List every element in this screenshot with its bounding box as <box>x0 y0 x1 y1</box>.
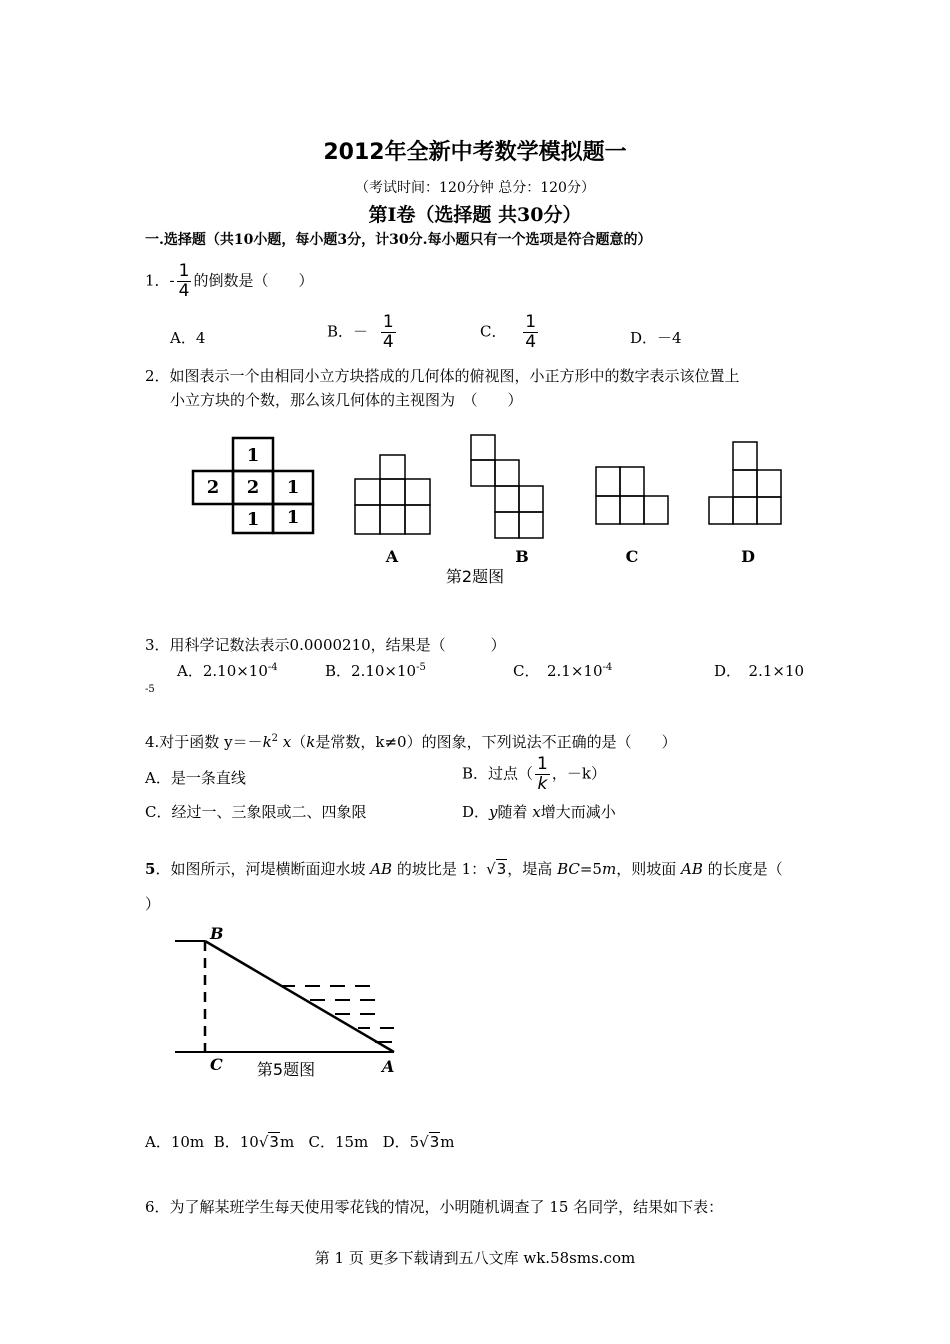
question-text: 的长度是（ <box>702 860 783 878</box>
option-letter: A <box>385 547 399 566</box>
question-text: 的倒数是（ ） <box>193 271 314 290</box>
option-a-view <box>355 455 430 534</box>
question-text: ．如图所示，河堤横断面迎水坡 <box>155 860 371 878</box>
fraction <box>535 755 550 794</box>
radicand: 3 <box>429 1133 440 1151</box>
segment-bc: BC <box>557 860 580 878</box>
option-d: D．5 <box>382 1133 420 1151</box>
variable-y: y <box>489 803 498 821</box>
section-title: 第Ⅰ卷（选择题 共30分） <box>368 204 582 226</box>
radicand: 3 <box>496 860 507 878</box>
option-label: B．－ <box>327 322 369 341</box>
option-text: B．2.10×10 <box>325 662 417 680</box>
minus-sign: - <box>169 271 175 290</box>
exponent: -4 <box>602 662 613 673</box>
question-number: 5 <box>145 860 156 878</box>
option-d-view <box>709 442 781 524</box>
option-b-view <box>471 435 543 538</box>
point-c-label: C <box>210 1055 223 1074</box>
option-text: 随着 <box>497 803 533 821</box>
option-text: C． 2.1×10 <box>513 662 603 680</box>
page-title: 2012年全新中考数学模拟题一 <box>323 140 627 165</box>
option-letter: C <box>625 547 639 566</box>
fraction-numerator: 1 <box>525 312 537 332</box>
option-a: A．4 <box>170 329 206 347</box>
variable-k: k <box>262 733 272 751</box>
option-d: D． 2.1×10 <box>714 662 805 680</box>
fraction <box>523 313 538 352</box>
unit: m <box>440 1133 455 1151</box>
question-5-stem <box>145 858 783 879</box>
point-a-label: A <box>382 1057 395 1076</box>
figure-caption: 第2题图 <box>445 567 505 586</box>
square-root: √3 <box>258 1133 279 1151</box>
option-b <box>325 660 426 681</box>
grid-number: 2 <box>206 477 220 498</box>
segment-ab: AB <box>370 860 393 878</box>
exponent: -5 <box>416 662 426 673</box>
radicand: 3 <box>269 1133 279 1151</box>
option-label: C． <box>480 322 507 341</box>
fraction-numerator: 1 <box>382 312 394 332</box>
option-d-exponent: -5 <box>145 684 155 695</box>
option-text: 增大而减小 <box>540 803 616 821</box>
question-5-figure <box>170 922 410 1082</box>
water-lines <box>282 986 394 1042</box>
option-c: C．15m <box>308 1133 369 1151</box>
unit: m <box>279 1133 295 1151</box>
square-root: √3 <box>419 1133 440 1151</box>
fraction-denominator: 4 <box>525 332 537 352</box>
variable-x: x <box>278 733 292 751</box>
question-text: ，则坡面 <box>616 860 681 878</box>
fraction-numerator: 1 <box>537 754 548 774</box>
grid-number: 2 <box>246 477 260 498</box>
question-2-line-2: 小立方块的个数，那么该几何体的主视图为 （ ） <box>170 391 523 409</box>
page-footer: 第 1 页 更多下载请到五八文库 wk.58sms.com <box>314 1249 636 1267</box>
figure-caption: 第5题图 <box>256 1060 316 1079</box>
exponent: -4 <box>267 662 278 673</box>
fraction-denominator: k <box>537 774 548 794</box>
question-2-line-1: 2．如图表示一个由相同小立方块搭成的几何体的俯视图，小正方形中的数字表示该位置上 <box>145 367 740 385</box>
question-text: 的坡比是 1： <box>392 860 487 878</box>
section-header: 一.选择题（共10小题，每小题3分，计30分.每小题只有一个选项是符合题意的） <box>145 232 652 248</box>
option-a <box>177 660 278 681</box>
fraction-denominator: 4 <box>178 281 190 301</box>
fraction-denominator: 4 <box>382 332 394 352</box>
question-2-figure <box>185 430 785 595</box>
fraction <box>381 313 396 352</box>
segment-ab: AB <box>680 860 703 878</box>
option-d: D．－4 <box>630 329 682 347</box>
option-text: A．2.10×10 <box>177 662 268 680</box>
question-5-options <box>145 1131 455 1152</box>
option-c: C．经过一、三象限或二、四象限 <box>145 803 367 821</box>
point-b-label: B <box>210 924 224 943</box>
option-label: B．过点（ <box>462 764 534 783</box>
question-text: 4.对于函数 y＝－ <box>145 733 263 751</box>
grid-number: 1 <box>246 445 260 466</box>
question-6-stem: 6．为了解某班学生每天使用零花钱的情况，小明随机调查了 15 名同学，结果如下表： <box>145 1198 724 1216</box>
option-d <box>462 801 616 822</box>
question-number: 1． <box>145 271 170 290</box>
option-a: A．10m <box>145 1133 205 1151</box>
option-c-view <box>596 467 668 524</box>
fraction <box>177 262 192 301</box>
slope-ab <box>205 941 394 1052</box>
variable-x: x <box>532 803 541 821</box>
option-letter: B <box>515 547 529 566</box>
grid-number: 1 <box>286 477 300 498</box>
exam-info: （考试时间：120分钟 总分：120分） <box>355 180 595 196</box>
question-text: =5 <box>579 860 602 878</box>
question-text: ，堤高 <box>507 860 558 878</box>
exponent: 2 <box>271 733 279 744</box>
question-3-stem: 3．用科学记数法表示0.0000210，结果是（ ） <box>145 636 506 654</box>
grid-number: 1 <box>246 509 260 530</box>
square-root: √3 <box>486 860 507 878</box>
question-text: 是常数，k≠0）的图象，下列说法不正确的是（ ） <box>315 733 677 751</box>
option-c <box>480 313 540 352</box>
question-5-stem-close: ） <box>145 895 161 913</box>
question-text: （ <box>291 733 307 751</box>
variable-k: k <box>306 733 316 751</box>
unit: m <box>601 860 617 878</box>
option-a: A．是一条直线 <box>145 769 246 787</box>
option-c <box>513 660 612 681</box>
option-label: D． <box>462 803 490 821</box>
question-1-stem <box>145 262 313 301</box>
option-letter: D <box>741 547 755 566</box>
fraction-numerator: 1 <box>178 261 190 281</box>
grid-number: 1 <box>286 507 300 528</box>
option-b <box>327 313 398 352</box>
option-b <box>462 755 606 794</box>
option-text: ，－k） <box>551 764 606 783</box>
question-4-stem <box>145 731 677 752</box>
option-b: B．10 <box>213 1133 259 1151</box>
